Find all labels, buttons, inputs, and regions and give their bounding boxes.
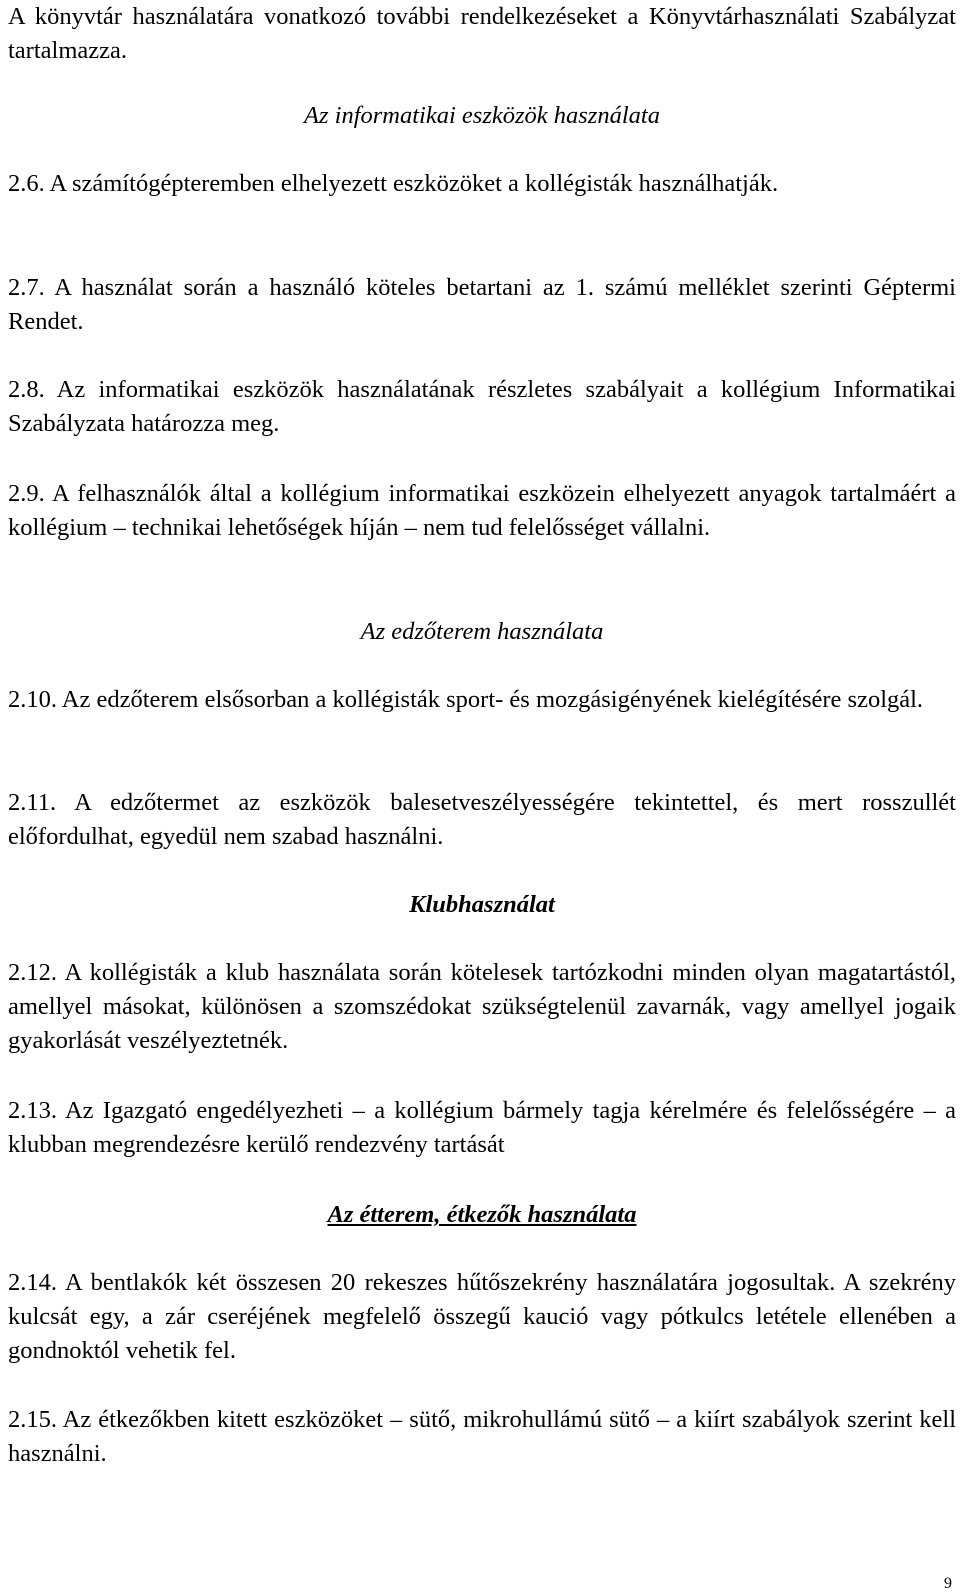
intro-paragraph: A könyvtár használatára vonatkozó további rendelkezéseket a Könyvtárhasználati Szabályzat tartalmazza. [8, 3, 956, 64]
paragraph-2-11: 2.11. A edzőtermet az eszközök balesetveszélyességére tekintettel, és mert rosszullét előfordulhat, egyedül nem szabad használni. [8, 789, 956, 850]
paragraph-2-14: 2.14. A bentlakók két összesen 20 rekeszes hűtőszekrény használatára jogosultak. A szekrény kulcsát egy, a zár cseréjének megfelelő összegű kaució vagy pótkulcs letétele ellenében a gondnoktól vehetik fel. [8, 1269, 956, 1364]
paragraph-2-6: 2.6. A számítógépteremben elhelyezett eszközöket a kollégisták használhatják. [8, 170, 779, 197]
paragraph-2-9: 2.9. A felhasználók által a kollégium informatikai eszközein elhelyezett anyagok tartalmáért a kollégium – technikai lehetőségek híján – nem tud felelősséget vállalni. [8, 480, 956, 541]
heading-restaurant [8, 1198, 956, 1232]
heading-informatics: Az informatikai eszközök használata [304, 102, 660, 129]
paragraph-2-15: 2.15. Az étkezőkben kitett eszközöket – sütő, mikrohullámú sütő – a kiírt szabályok szerint kell használni. [8, 1406, 956, 1467]
paragraph-2-8: 2.8. Az informatikai eszközök használatának részletes szabályait a kollégium Informatikai Szabályzata határozza meg. [8, 376, 956, 437]
paragraph-2-13: 2.13. Az Igazgató engedélyezheti – a kollégium bármely tagja kérelmére és felelősségére – a klubban megrendezésre kerülő rendezvény tartását [8, 1097, 956, 1158]
paragraph-2-10: 2.10. Az edzőterem elsősorban a kollégisták sport- és mozgásigényének kielégítésére szolgál. [8, 686, 924, 713]
heading-club: Klubhasználat [409, 891, 555, 918]
heading-restaurant-text: Az étterem, étkezők használata [327, 1201, 637, 1228]
paragraph-2-12: 2.12. A kollégisták a klub használata során kötelesek tartózkodni minden olyan magatartástól, amellyel másokat, különösen a szomszédokat szükségtelenül zavarnák, vagy amellyel jogaik gyakorlását veszélyeztetnék. [8, 959, 956, 1054]
page-number: 9 [944, 1575, 952, 1592]
paragraph-2-7: 2.7. A használat során a használó köteles betartani az 1. számú melléklet szerinti Géptermi Rendet. [8, 274, 956, 335]
heading-gym: Az edzőterem használata [360, 618, 604, 645]
